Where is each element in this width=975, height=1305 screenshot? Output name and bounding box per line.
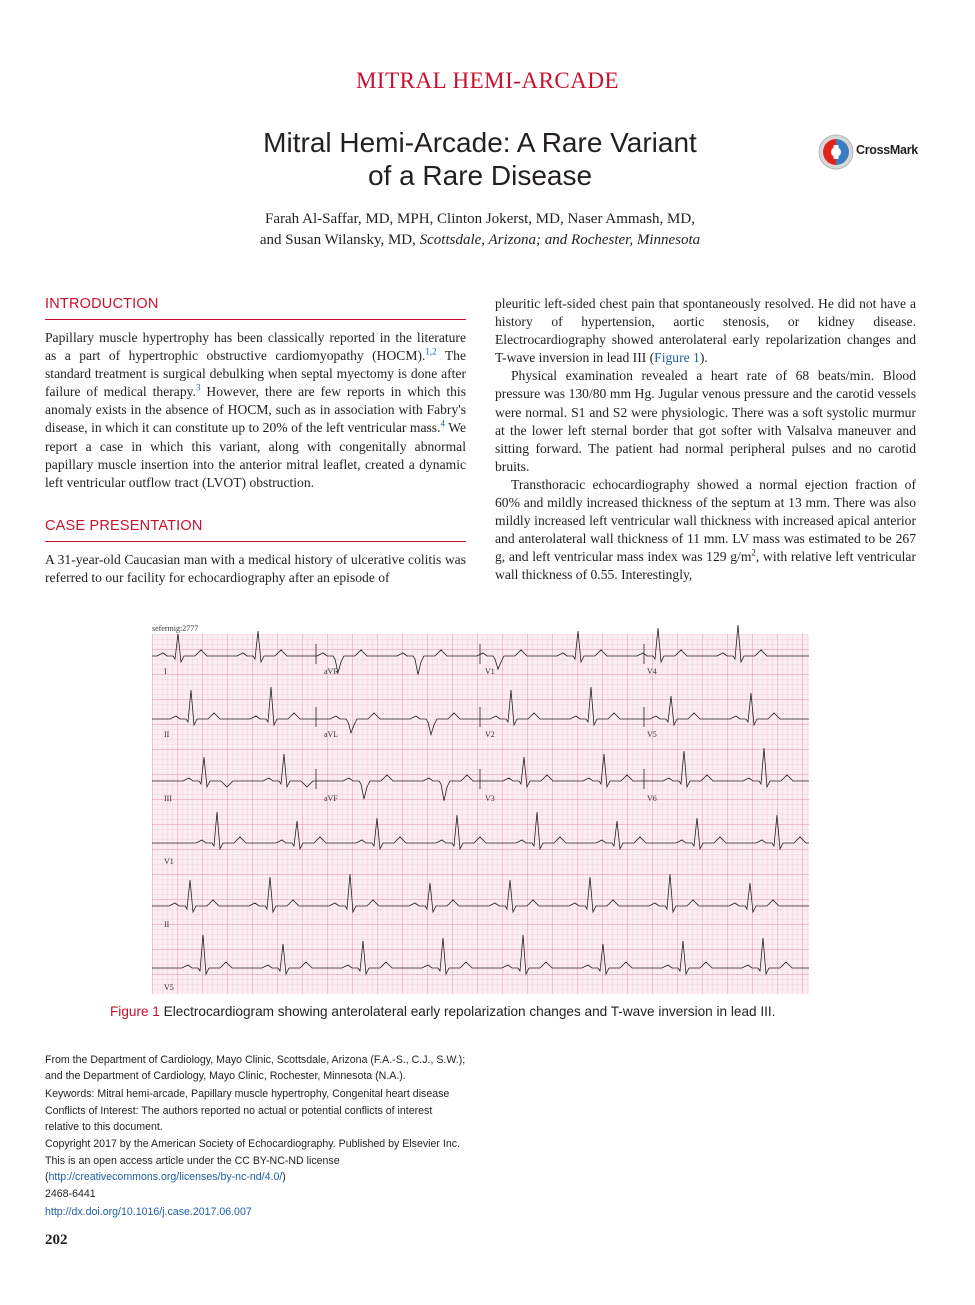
title-line-2: of a Rare Disease xyxy=(367,160,593,191)
right-p3-sup: 2 xyxy=(751,547,756,558)
ecg-lead-label-ii: II xyxy=(164,730,170,739)
ecg-lead-label-v6: V6 xyxy=(647,794,657,803)
crossmark-label: CrossMark xyxy=(856,143,918,157)
ecg-lead-label-v5: V5 xyxy=(647,730,657,739)
introduction-heading: INTRODUCTION xyxy=(45,296,159,312)
crossmark-icon xyxy=(818,133,854,171)
figure-1-link[interactable]: Figure 1 xyxy=(654,350,700,366)
ecg-lead-label-iii: III xyxy=(164,794,172,803)
copyright-text: Copyright 2017 by the American Society of Echocardiography. Published by Elsevier Inc. This is an open access article under the CC BY-NC-ND license ( xyxy=(45,1138,460,1184)
ref-3[interactable]: 3 xyxy=(195,382,201,393)
case-presentation-rule xyxy=(45,541,466,542)
footnotes xyxy=(45,1052,466,1221)
footnote-issn: 2468-6441 xyxy=(45,1188,96,1201)
authors-line-1: Farah Al-Saffar, MD, MPH, Clinton Jokerst, MD, Naser Ammash, MD, xyxy=(265,211,695,227)
footnote-copyright xyxy=(45,1136,466,1185)
ref-4[interactable]: 4 xyxy=(440,418,445,429)
case-presentation-heading: CASE PRESENTATION xyxy=(45,518,203,534)
crossmark-badge[interactable] xyxy=(818,133,918,171)
ecg-lead-label-ii: II xyxy=(164,920,170,929)
right-paragraph-2: Physical examination revealed a heart rate of 68 beats/min. Blood pressure was 130/80 mm Hg. Jugular venous pressure and the carotid vessels were normal. S1 and S2 were physiologic. There was a soft systolic murmur at the lower left sternal border that got softer with Valsalva maneuver and sitting forward. The patient had normal peripheral pulses and no carotid bruits. xyxy=(495,368,916,474)
ecg-lead-label-avr: aVR xyxy=(324,667,339,676)
introduction-rule xyxy=(45,319,466,320)
copyright-close: ) xyxy=(282,1171,286,1184)
footnote-conflicts: Conflicts of Interest: The authors reported no actual or potential conflicts of interest relative to this document. xyxy=(45,1104,433,1134)
ecg-lead-label-v1: V1 xyxy=(164,857,174,866)
ecg-lead-label-avf: aVF xyxy=(324,794,338,803)
ecg-lead-label-v2: V2 xyxy=(485,730,495,739)
case-presentation-body xyxy=(45,551,466,587)
doi-link[interactable]: http://dx.doi.org/10.1016/j.case.2017.06.007 xyxy=(45,1205,252,1218)
journal-section-label: MITRAL HEMI-ARCADE xyxy=(355,68,620,93)
figure-caption-text: Electrocardiogram showing anterolateral early repolarization changes and T-wave inversion in lead III. xyxy=(159,1004,776,1019)
ecg-lead-label-v5: V5 xyxy=(164,983,174,992)
right-p1-text-b: ). xyxy=(699,350,708,366)
ecg-lead-label-v3: V3 xyxy=(485,794,495,803)
ecg-header-text: sefermig:2777 xyxy=(152,624,199,633)
page-number: 202 xyxy=(45,1232,68,1248)
right-p1-text-a: pleuritic left-sided chest pain that spontaneously resolved. He did not have a history of hypertension, aortic stenosis, or kidney disease. Electrocardiography showed anterolateral early repolarization changes and T-wave inversion in lead III ( xyxy=(495,296,916,366)
case-paragraph-1: A 31-year-old Caucasian man with a medical history of ulcerative colitis was referred to our facility for echocardiography after an episode of xyxy=(45,552,466,586)
right-paragraph-3 xyxy=(495,476,916,585)
license-link[interactable]: http://creativecommons.org/licenses/by-nc-nd/4.0/ xyxy=(48,1171,283,1184)
introduction-paragraph xyxy=(45,329,466,492)
right-p3-text-a: Transthoracic echocardiography showed a normal ejection fraction of 60% and mildly increased thickness of the septum at 13 mm. There was also mildly increased left ventricular wall thickness with increased apical anterior and anterolateral wall thickness of 11 mm. LV mass was estimated to be 267 g, and left ventricular mass index was 129 g/m xyxy=(495,476,916,565)
intro-text-a: Papillary muscle hypertrophy has been classically reported in the literature as a part of hypertrophic obstructive cardiomyopathy (HOCM). xyxy=(45,330,466,364)
right-p3-text-b: , with relative left ventricular wall thickness of 0.55. Interestingly, xyxy=(495,549,916,583)
ecg-figure xyxy=(152,624,809,994)
ecg-lead-label-avl: aVL xyxy=(324,730,339,739)
intro-text-c: However, there are few reports in which this anomaly exists in the absence of HOCM, such as in association with Fabry's disease, in which it can constitute up to 20% of the left ventricular mass. xyxy=(45,384,466,436)
intro-text-b: The standard treatment is surgical debulking when septal myectomy is done after failure of medical therapy. xyxy=(45,348,466,400)
title-line-1: Mitral Hemi-Arcade: A Rare Variant xyxy=(263,127,697,158)
right-column-body xyxy=(495,295,916,585)
figure-caption xyxy=(110,1003,870,1021)
ecg-lead-label-i: I xyxy=(164,667,167,676)
footnote-keywords: Keywords: Mitral hemi-arcade, Papillary muscle hypertrophy, Congenital heart disease xyxy=(45,1087,450,1100)
footnote-affiliation: From the Department of Cardiology, Mayo Clinic, Scottsdale, Arizona (F.A.-S., C.J., S.W.); and the Department of Cardiology, Mayo Clinic, Rochester, Minnesota (N.A.). xyxy=(45,1054,466,1083)
figure-label: Figure 1 xyxy=(110,1004,160,1019)
right-paragraph-1 xyxy=(495,295,916,367)
intro-text-d: We report a case in which this variant, along with congenitally abnormal papillary muscle insertion into the anterior mitral leaflet, created a dynamic left ventricular outflow tract (LVOT) obstruction. xyxy=(45,420,466,490)
author-list xyxy=(150,209,810,251)
authors-line-2 xyxy=(150,230,810,251)
ecg-lead-label-v1: V1 xyxy=(485,667,495,676)
ecg-lead-label-v4: V4 xyxy=(647,667,657,676)
ecg-grid xyxy=(152,634,809,994)
introduction-body xyxy=(45,329,466,492)
article-title xyxy=(200,126,760,192)
ref-1-2[interactable]: 1,2 xyxy=(425,346,437,357)
authors-location: Scottsdale, Arizona; and Rochester, Minnesota xyxy=(419,232,701,248)
authors-names: and Susan Wilansky, MD, xyxy=(259,232,420,248)
